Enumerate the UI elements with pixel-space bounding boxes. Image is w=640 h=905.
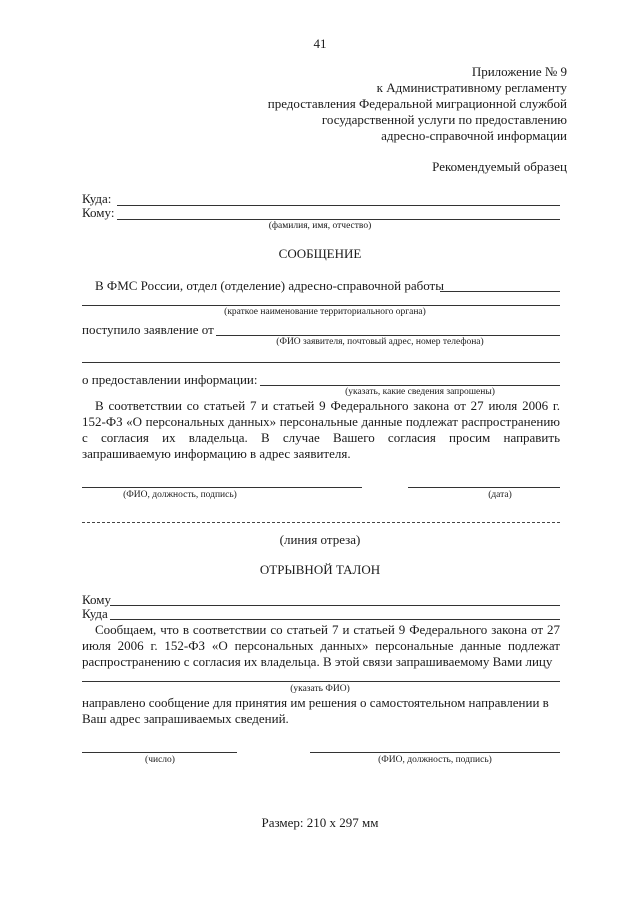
stub-komu-field-line[interactable] <box>110 605 560 606</box>
stub-signature-hint: (ФИО, должность, подпись) <box>378 755 492 765</box>
stub-kuda-field-line[interactable] <box>110 619 560 620</box>
page-size-note: Размер: 210 х 297 мм <box>261 815 379 830</box>
org-hint: (краткое наименование территориального органа) <box>224 307 426 317</box>
stub-body-1: Сообщаем, что в соответствии со статьей 7 и статьей 9 Федерального закона от 27 июля 2006 г. 152-ФЗ «О персональных данных» персональные данные подлежат распространению с согласия их владельца. В этой связи запрашиваемому Вами лицу <box>82 622 560 669</box>
fms-field-line[interactable] <box>440 291 560 292</box>
message-title: СООБЩЕНИЕ <box>278 246 362 261</box>
cut-line-label: (линия отреза) <box>279 532 361 547</box>
page-number: 41 <box>313 36 327 51</box>
fio-hint: (фамилия, имя, отчество) <box>268 221 372 231</box>
date-hint: (дата) <box>488 490 512 500</box>
stub-fio-hint: (указать ФИО) <box>290 684 350 694</box>
stub-title: ОТРЫВНОЙ ТАЛОН <box>259 562 381 577</box>
applicant-hint: (ФИО заявителя, почтовый адрес, номер телефона) <box>276 337 484 347</box>
header-line-3: предоставления Федеральной миграционной службой <box>267 96 567 111</box>
kuda-field-line[interactable] <box>117 205 560 206</box>
info-hint: (указать, какие сведения запрошены) <box>345 387 495 397</box>
cut-line <box>82 522 560 523</box>
applicant-field-line[interactable] <box>216 335 560 336</box>
provide-info-label: о предоставлении информации: <box>82 372 258 387</box>
stub-date-field-line[interactable] <box>82 752 237 753</box>
header-line-2: к Административному регламенту <box>376 80 567 95</box>
org-field-line[interactable] <box>82 305 560 306</box>
received-label: поступило заявление от <box>82 322 214 337</box>
komu-label: Кому: <box>82 205 115 220</box>
header-line-5: адресно-справочной информации <box>381 128 567 143</box>
stub-signature-field-line[interactable] <box>310 752 560 753</box>
fms-line-text: В ФМС России, отдел (отделение) адресно-справочной работы <box>95 278 444 293</box>
kuda-label: Куда: <box>82 191 112 206</box>
signature-hint: (ФИО, должность, подпись) <box>123 490 237 500</box>
applicant-field-line-2[interactable] <box>82 362 560 363</box>
signature-field-line[interactable] <box>82 487 362 488</box>
header-line-1: Приложение № 9 <box>471 64 567 79</box>
stub-kuda-label: Куда <box>82 606 108 621</box>
stub-body-2: направлено сообщение для принятия им решения о самостоятельном направлении в Ваш адрес запрашиваемых сведений. <box>82 695 549 726</box>
date-field-line[interactable] <box>408 487 560 488</box>
info-field-line[interactable] <box>260 385 560 386</box>
stub-fio-field-line[interactable] <box>82 681 560 682</box>
stub-komu-label: Кому <box>82 592 112 607</box>
recommended-sample: Рекомендуемый образец <box>432 159 567 174</box>
komu-field-line[interactable] <box>117 219 560 220</box>
header-line-4: государственной услуги по предоставлению <box>321 112 567 127</box>
stub-date-hint: (число) <box>145 755 175 765</box>
message-body: В соответствии со статьей 7 и статьей 9 Федерального закона от 27 июля 2006 г. 152-ФЗ «О персональных данных» персональные данные подлежат распространению с согласия их владельца. В случае Вашего согласия просим направить запрашиваемую информацию в адрес заявителя. <box>82 398 560 461</box>
